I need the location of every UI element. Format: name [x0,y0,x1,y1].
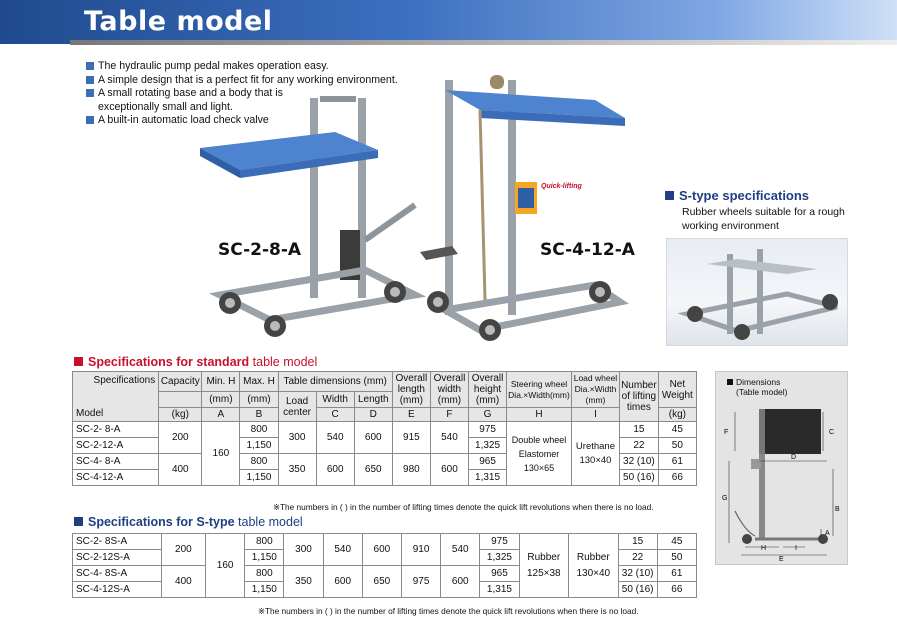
standard-spec-table [72,371,697,486]
unit-capacity-blank [159,392,202,408]
header-width: Width [316,392,354,408]
cell-net-weight: 45 [657,534,696,550]
square-bullet-icon [86,89,94,97]
cell-width: 540 [316,422,354,454]
cell-steering-wheel: Double wheel Elastomer 130×65 [507,422,572,486]
header-underline [70,40,897,45]
header-overall-width: Overall width (mm) [430,372,468,408]
cell-overall-height: 975 [469,422,507,438]
cell-capacity: 200 [159,422,202,454]
unit-h: H [507,408,572,422]
cell-lifting-times: 15 [620,422,659,438]
standard-heading-bold: Specifications for standard [88,355,250,369]
dimensions-subtitle: (Table model) [736,387,788,397]
dim-label-c: C [829,429,835,436]
quick-lifting-badge: Quick-lifting [541,183,582,190]
cell-lifting-times: 22 [620,438,659,454]
cell-overall-height: 1,325 [469,438,507,454]
header-load-center: Load center [278,392,316,422]
cell-max-h: 1,150 [245,582,284,598]
stype-heading-bold: Specifications for S-type [88,515,235,529]
header-max-h: Max. H [240,372,278,392]
cell-lifting-times: 50 (16) [618,582,657,598]
square-bullet-icon [74,357,83,366]
stype-heading [665,188,809,203]
stype-table-note: ※The numbers in ( ) in the number of lifting times denote the quick lift revolutions when there is no load. [258,606,639,616]
table-row-model: SC-2-12-A [73,438,159,454]
cell-length: 650 [354,454,392,486]
cell-max-h: 800 [240,454,278,470]
unit-a: A [202,408,240,422]
unit-f: F [430,408,468,422]
table-row-model: SC-4-12-A [73,470,159,486]
dim-label-g: G [722,495,728,502]
cell-overall-length: 910 [401,534,440,566]
cell-max-h: 800 [245,534,284,550]
stype-lifter-photo [666,238,848,346]
cell-lifting-times: 22 [618,550,657,566]
cell-load-wheel: Rubber 130×40 [569,534,619,598]
cell-net-weight: 61 [658,454,696,470]
cell-overall-height: 1,315 [480,582,519,598]
cell-lifting-times: 50 (16) [620,470,659,486]
table-row-model: SC-2- 8-A [73,422,159,438]
unit-d: D [354,408,392,422]
header-length: Length [354,392,392,408]
feature-text: A built-in automatic load check valve [98,114,269,127]
cell-capacity: 400 [161,566,205,598]
header-capacity: Capacity [159,372,202,392]
header-table-dimensions: Table dimensions (mm) [278,372,392,392]
cell-load-center: 300 [284,534,323,566]
cell-length: 650 [362,566,401,598]
cell-max-h: 1,150 [245,550,284,566]
stype-lifter-image [667,239,849,347]
cell-lifting-times: 15 [618,534,657,550]
table-row-model: SC-2-12S-A [73,550,162,566]
cell-capacity: 400 [159,454,202,486]
cell-length: 600 [362,534,401,566]
spec-model-header-cell [73,372,159,422]
cell-overall-length: 915 [392,422,430,454]
dim-label-f: F [724,429,729,436]
cell-lifting-times: 32 (10) [618,566,657,582]
dimensions-title-text: Dimensions [736,377,781,387]
model-label-sc-4-12-a: SC-4-12-A [540,240,635,260]
header-specifications: Specifications [93,375,156,386]
stype-heading-suffix: table model [238,515,303,529]
cell-net-weight: 66 [657,582,696,598]
unit-c: C [316,408,354,422]
cell-max-h: 800 [240,422,278,438]
cell-overall-height: 1,325 [480,550,519,566]
unit-g: G [469,408,507,422]
cell-width: 540 [323,534,362,566]
unit-i: I [571,408,619,422]
cell-net-weight: 50 [657,550,696,566]
cell-load-center: 350 [278,454,316,486]
standard-table-note: ※The numbers in ( ) in the number of lifting times denote the quick lift revolutions when there is no load. [273,502,654,512]
cell-load-wheel: Urethane 130×40 [571,422,619,486]
feature-text: exceptionally small and light. [98,100,233,113]
unit-e: E [392,408,430,422]
cell-steering-wheel: Rubber 125×38 [519,534,569,598]
unit-max-h: (mm) [240,392,278,408]
dim-label-b: B [835,506,840,513]
feature-text: A simple design that is a perfect fit for any working environment. [98,73,398,86]
cell-overall-height: 975 [480,534,519,550]
cell-width: 600 [323,566,362,598]
table-row-model: SC-4-12S-A [73,582,162,598]
dim-label-a: A [825,530,830,537]
cell-capacity: 200 [161,534,205,566]
dim-label-h: H [761,545,767,552]
cell-overall-width: 600 [441,566,480,598]
cell-net-weight: 45 [658,422,696,438]
cell-max-h: 800 [245,566,284,582]
model-label-sc-2-8-a: SC-2-8-A [218,240,302,260]
dimensions-diagram [715,371,848,565]
square-bullet-icon [86,76,94,84]
unit-b: B [240,408,278,422]
header-net-weight: Net Weight [658,372,696,408]
cell-max-h: 1,150 [240,470,278,486]
unit-min-h: (mm) [202,392,240,408]
cell-overall-length: 975 [401,566,440,598]
cell-overall-height: 1,315 [469,470,507,486]
unit-net-weight: (kg) [658,408,696,422]
cell-width: 600 [316,454,354,486]
table-row-model: SC-2- 8S-A [73,534,162,550]
square-bullet-icon [86,116,94,124]
square-bullet-icon [86,62,94,70]
cell-lifting-times: 32 (10) [620,454,659,470]
feature-text: A small rotating base and a body that is [98,87,283,100]
dim-label-e: E [779,556,784,563]
square-bullet-icon [74,517,83,526]
cell-overall-width: 600 [430,454,468,486]
stype-spec-table [72,533,697,598]
header-min-h: Min. H [202,372,240,392]
standard-heading-suffix: table model [252,355,318,369]
cell-load-center: 350 [284,566,323,598]
header-load-wheel: Load wheel Dia.×Width (mm) [571,372,619,408]
cell-net-weight: 66 [658,470,696,486]
header-overall-length: Overall length (mm) [392,372,430,408]
cell-overall-width: 540 [441,534,480,566]
cell-overall-length: 980 [392,454,430,486]
cell-min-h: 160 [206,534,245,598]
stype-heading-text: S-type specifications [679,188,810,203]
cell-net-weight: 50 [658,438,696,454]
cell-overall-width: 540 [430,422,468,454]
cell-load-center: 300 [278,422,316,454]
header-overall-height: Overall height (mm) [469,372,507,408]
table-row-model: SC-4- 8-A [73,454,159,470]
cell-min-h: 160 [202,422,240,486]
stype-description: Rubber wheels suitable for a rough working environment [682,206,845,232]
stype-spec-heading [74,515,303,529]
dim-label-d: D [791,454,797,461]
cell-overall-height: 965 [469,454,507,470]
standard-spec-heading [74,355,317,369]
cell-overall-height: 965 [480,566,519,582]
product-illustration [190,70,660,350]
sc-4-12-a-lifter-image [420,75,625,341]
sc-2-8-a-lifter-image [200,96,415,337]
cell-length: 600 [354,422,392,454]
unit-capacity: (kg) [159,408,202,422]
feature-text: The hydraulic pump pedal makes operation easy. [98,60,329,72]
header-model: Model [76,408,104,419]
table-row-model: SC-4- 8S-A [73,566,162,582]
square-bullet-icon [665,191,674,200]
cell-max-h: 1,150 [240,438,278,454]
page-title: Table model [84,6,273,37]
cell-net-weight: 61 [657,566,696,582]
dim-label-i: I [795,545,797,552]
header-steering-wheel: Steering wheel Dia.×Width(mm) [507,372,572,408]
header-lifting-times: Number of lifting times [620,372,659,422]
